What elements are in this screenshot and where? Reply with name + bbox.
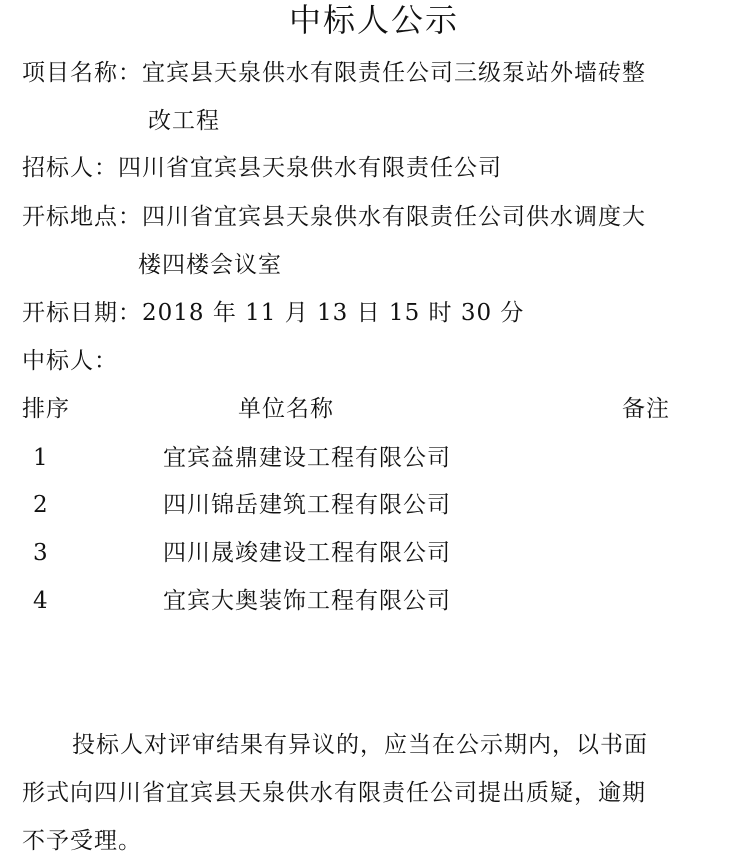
header-remark: 备注: [622, 396, 670, 422]
tenderer-label: 招标人：: [22, 155, 118, 181]
tenderer-value: 四川省宜宾县天泉供水有限责任公司: [118, 155, 502, 181]
row-name: 四川锦岳建筑工程有限公司: [163, 492, 451, 518]
opening-location-value-cont: 楼四楼会议室: [138, 252, 282, 278]
opening-location-label: 开标地点：: [22, 204, 142, 230]
notice-line-1: 投标人对评审结果有异议的，应当在公示期内，以书面: [72, 732, 648, 758]
notice-line-2: 形式向四川省宜宾县天泉供水有限责任公司提出质疑，逾期: [22, 780, 646, 806]
row-rank: 3: [33, 540, 49, 566]
opening-date-label: 开标日期：: [22, 300, 142, 326]
row-rank: 2: [33, 492, 49, 518]
project-name-value-cont: 改工程: [148, 108, 220, 134]
row-rank: 4: [33, 588, 49, 614]
project-name-label: 项目名称：: [22, 60, 142, 86]
row-name: 宜宾大奥装饰工程有限公司: [163, 588, 451, 614]
row-name: 四川晟竣建设工程有限公司: [163, 540, 451, 566]
header-name: 单位名称: [238, 396, 334, 422]
row-name: 宜宾益鼎建设工程有限公司: [163, 445, 451, 471]
winners-label: 中标人：: [22, 348, 118, 374]
opening-date-value: 2018 年 11 月 13 日 15 时 30 分: [142, 300, 525, 326]
project-name-value: 宜宾县天泉供水有限责任公司三级泵站外墙砖整: [142, 60, 646, 86]
notice-line-3: 不予受理。: [22, 828, 142, 854]
opening-date-field: [22, 298, 524, 328]
header-rank: 排序: [22, 396, 70, 422]
page-title: 中标人公示: [288, 1, 459, 39]
row-rank: 1: [33, 445, 49, 471]
tenderer-field: [22, 153, 502, 183]
opening-location-value: 四川省宜宾县天泉供水有限责任公司供水调度大: [142, 204, 646, 230]
